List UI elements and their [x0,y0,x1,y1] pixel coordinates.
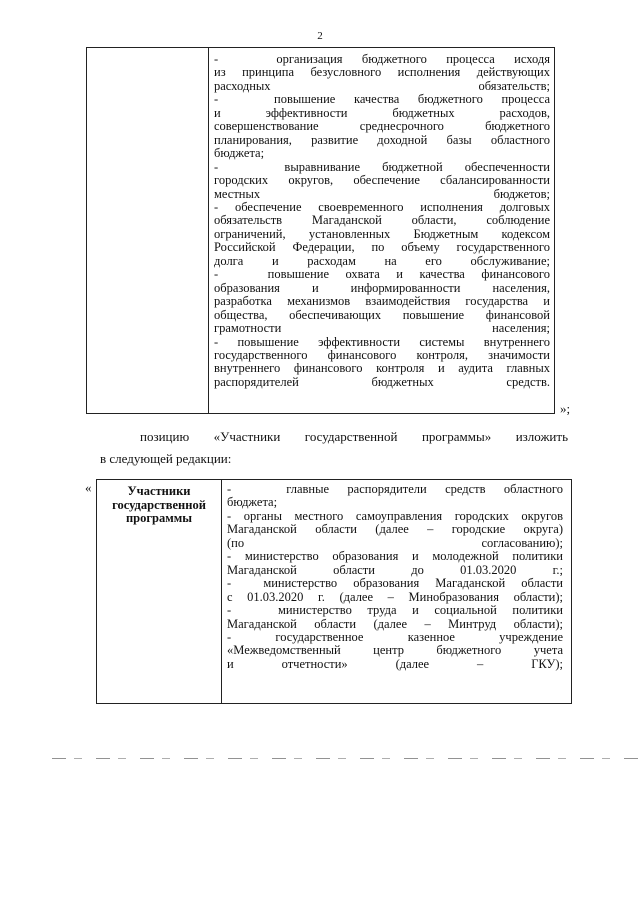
text-line: «Межведомственный центр бюджетного учета [227,643,563,658]
text-line: с 01.03.2020 г. (далее – Минобразования области); [227,589,563,604]
table-column-divider [221,480,222,703]
text-line: - министерство образования и молодежной политики [227,549,563,564]
text-line: Российской Федерации, по объему государственного [214,240,550,255]
text-line: и отчетности» (далее – ГКУ); [227,656,563,671]
text-line: бюджета; [214,146,265,161]
page-number: 2 [317,30,323,42]
text-line: долга и расходам на его обслуживание; [214,253,550,268]
closing-quote: »; [560,401,571,416]
text-line: из принципа безусловного исполнения действующих [214,65,550,80]
text-line: распорядителей бюджетных средств. [214,374,550,389]
text-line: общества, обеспечивающих повышение финансовой [214,307,550,322]
text-line: разработка механизмов взаимодействия государства и [214,294,550,309]
text-line: государственного финансового контроля, значимости [214,347,550,362]
text-line: местных бюджетов; [214,186,550,201]
instruction-paragraph [100,426,568,470]
participants-table [96,479,572,704]
goals-table [86,47,555,414]
text-line: - обеспечение своевременного исполнения долговых [214,199,550,214]
text-line: - повышение эффективности системы внутреннего [214,334,550,349]
text-line: совершенствование среднесрочного бюджетного [214,119,550,134]
text-line: планирования, развитие доходной базы областного [214,132,550,147]
participants-label: Участники государственной программы [112,484,206,525]
text-line: городских округов, обеспечение сбалансированности [214,173,550,188]
text-line: - повышение охвата и качества финансового [214,267,550,282]
text-line: и эффективности бюджетных расходов, [214,105,550,120]
text-line: - государственное казенное учреждение [227,629,563,644]
text-line: Магаданской области (далее – городские округа) [227,522,563,537]
text-line: Магаданской области (далее – Минтруд области); [227,616,563,631]
text-line: внутреннего финансового контроля и аудита главных [214,361,550,376]
text-line: грамотности населения; [214,321,550,336]
text-line: образования и информированности населения, [214,280,550,295]
text-line: - министерство труда и социальной политики [227,603,563,618]
instruction-line-2: в следующей редакции: [100,451,232,466]
scan-artifact-line [52,758,638,759]
text-line: обязательств Магаданской области, соблюдение [214,213,550,228]
text-line: Магаданской области до 01.03.2020 г.; [227,562,563,577]
text-line: - главные распорядители средств областного [227,482,563,496]
text-line: - повышение качества бюджетного процесса [214,92,550,107]
text-line: расходных обязательств; [214,78,550,93]
text-line: - организация бюджетного процесса исходя [214,52,550,66]
goals-text [214,53,550,389]
text-line: - органы местного самоуправления городских округов [227,508,563,523]
text-line: - министерство образования Магаданской области [227,576,563,591]
opening-quote: « [85,480,92,495]
instruction-line-1: позицию «Участники государственной программы» изложить [140,429,568,444]
table-column-divider [208,48,209,413]
goals-cell [214,53,550,389]
text-line: - выравнивание бюджетной обеспеченности [214,159,550,174]
text-line: ограничений, установленных Бюджетным кодексом [214,226,550,241]
text-line: бюджета; [227,495,278,510]
text-line: (по согласованию); [227,535,563,550]
participants-cell [227,483,563,671]
participants-text [227,483,563,671]
